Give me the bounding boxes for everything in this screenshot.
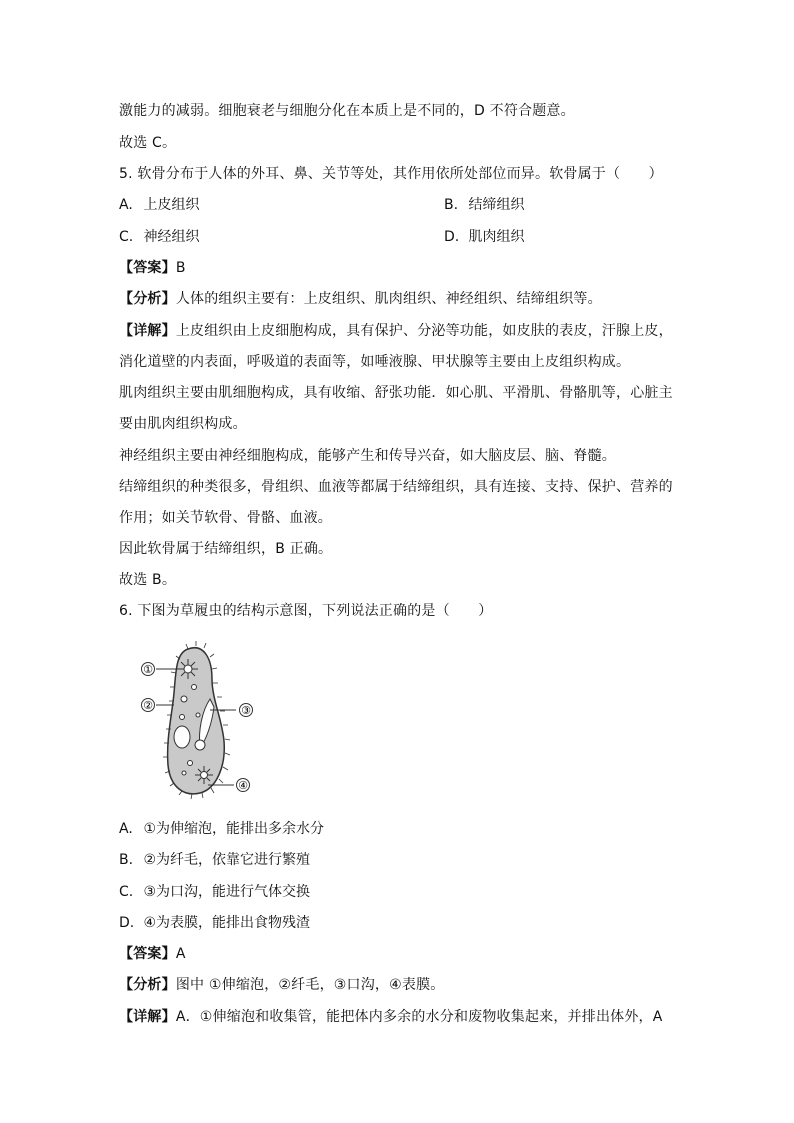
answer-value: A — [175, 946, 186, 962]
question-6-stem: 6. 下图为草履虫的结构示意图，下列说法正确的是（ ） — [119, 603, 493, 619]
text-line: 作用；如关节软骨、骨骼、血液。 — [119, 510, 332, 526]
label-1-text: ① — [143, 663, 153, 676]
text-line: 故选 C。 — [119, 135, 177, 151]
question-5-stem: 5. 软骨分布于人体的外耳、鼻、关节等处，其作用依所处部位而异。软骨属于（ ） — [119, 166, 663, 182]
option-key: D. — [119, 915, 135, 931]
q6-option-c — [119, 882, 310, 902]
macronucleus — [174, 726, 190, 748]
food-vacuole — [188, 761, 193, 766]
q5-option-b — [444, 195, 524, 215]
option-key: C. — [119, 884, 134, 900]
option-text: ④为表膜，能排出食物残渣 — [143, 915, 311, 931]
label-3 — [240, 704, 253, 718]
food-vacuole — [182, 771, 186, 775]
text-line: 要由肌肉组织构成。 — [119, 416, 247, 432]
detail-tag: 【详解】 — [119, 1009, 176, 1025]
option-text: 结缔组织 — [468, 197, 525, 213]
label-3-text: ③ — [241, 704, 251, 717]
text-line: 消化道壁的内表面，呼吸道的表面等，如唾液腺、甲状腺等主要由上皮组织构成。 — [119, 354, 631, 370]
food-vacuole — [195, 740, 205, 750]
text-line: 因此软骨属于结缔组织，B 正确。 — [119, 541, 333, 557]
option-text: ①为伸缩泡，能排出多余水分 — [143, 821, 325, 837]
food-vacuole — [181, 696, 187, 702]
text-line: 激能力的减弱。细胞衰老与细胞分化在本质上是不同的，D 不符合题意。 — [119, 103, 575, 119]
q6-detail — [119, 1007, 663, 1027]
option-key: D. — [444, 229, 460, 245]
paramecium-body — [168, 648, 225, 794]
food-vacuole — [192, 685, 197, 690]
option-key: B. — [119, 852, 134, 868]
food-vacuole — [196, 713, 200, 717]
answer-tag: 【答案】 — [119, 260, 176, 276]
q6-option-b — [119, 850, 310, 870]
q5-option-c — [119, 227, 199, 247]
q6-analysis — [119, 975, 444, 995]
option-key: A. — [119, 821, 133, 837]
label-2-text: ② — [143, 699, 153, 712]
q5-answer — [119, 258, 186, 278]
q5-option-d — [444, 227, 524, 247]
option-text: 肌肉组织 — [468, 229, 525, 245]
label-4 — [237, 779, 250, 793]
answer-value: B — [175, 260, 186, 276]
analysis-text: 人体的组织主要有：上皮组织、肌肉组织、神经组织、结缔组织等。 — [175, 291, 602, 307]
analysis-tag: 【分析】 — [119, 977, 176, 993]
q5-detail — [119, 321, 673, 341]
analysis-text: 图中 ①伸缩泡，②纤毛，③口沟，④表膜。 — [175, 977, 445, 993]
q6-option-a — [119, 819, 324, 839]
detail-tag: 【详解】 — [119, 323, 176, 339]
option-text: ③为口沟，能进行气体交换 — [143, 884, 311, 900]
text-line: 肌肉组织主要由肌细胞构成，具有收缩、舒张功能．如心肌、平滑肌、骨骼肌等，心脏主 — [119, 385, 673, 401]
label-1 — [142, 663, 155, 677]
label-2 — [142, 699, 155, 713]
q6-option-d — [119, 913, 310, 933]
option-text: ②为纤毛，依靠它进行繁殖 — [143, 852, 311, 868]
q5-analysis — [119, 289, 602, 309]
option-key: B. — [444, 197, 459, 213]
detail-text: A．①伸缩泡和收集管，能把体内多余的水分和废物收集起来，并排出体外，A — [175, 1009, 663, 1025]
conclusion-line: 故选 B。 — [119, 572, 177, 588]
text-line: 结缔组织的种类很多，骨组织、血液等都属于结缔组织，具有连接、支持、保护、营养的 — [119, 479, 673, 495]
q5-option-a — [119, 195, 199, 215]
option-text: 上皮组织 — [143, 197, 200, 213]
food-vacuole — [180, 715, 185, 720]
q6-answer — [119, 944, 186, 964]
label-4-text: ④ — [238, 779, 248, 792]
option-text: 神经组织 — [143, 229, 200, 245]
option-key: A. — [119, 197, 133, 213]
paramecium-diagram — [138, 637, 268, 802]
analysis-tag: 【分析】 — [119, 291, 176, 307]
answer-tag: 【答案】 — [119, 946, 176, 962]
text-line: 神经组织主要由神经细胞构成，能够产生和传导兴奋，如大脑皮层、脑、脊髓。 — [119, 448, 616, 464]
detail-text: 上皮组织由上皮细胞构成，具有保护、分泌等功能，如皮肤的表皮，汗腺上皮， — [175, 323, 673, 339]
option-key: C. — [119, 229, 134, 245]
